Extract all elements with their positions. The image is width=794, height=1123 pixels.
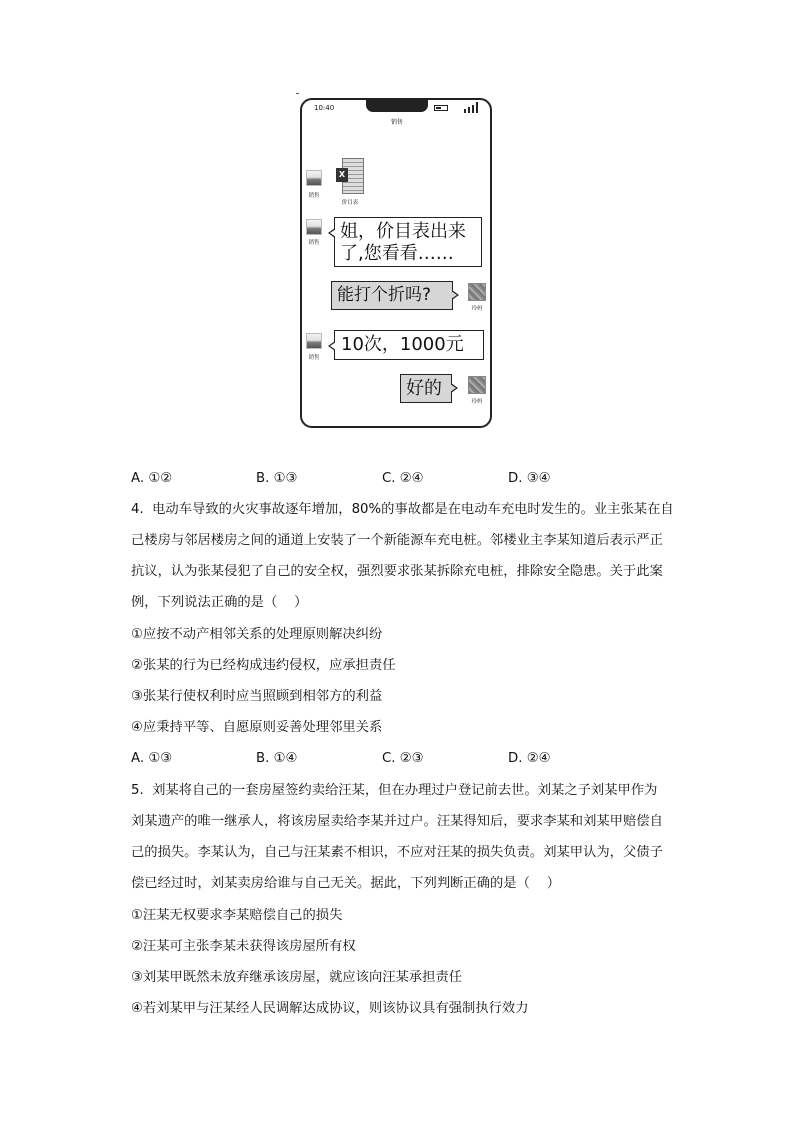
message-text: 姐，价目表出来 (340, 221, 466, 242)
question-4-item: ①应按不动产相邻关系的处理原则解决纠纷 (131, 627, 383, 642)
sales-avatar (306, 170, 322, 186)
message-bubble (334, 217, 482, 267)
sender-label: 玲妈 (471, 399, 483, 405)
customer-avatar (468, 376, 486, 394)
message-text: 好的 (406, 378, 442, 399)
question-4-text: 例，下列说法正确的是（ ） (131, 595, 308, 610)
question-5-item: ③刘某甲既然未放弃继承该房屋，就应该向汪某承担责任 (131, 970, 463, 985)
question-4-text: 抗议，认为张某侵犯了自己的安全权，强烈要求张某拆除充电桩，排除安全隐患。关于此案 (131, 564, 663, 579)
sales-label: 销售 (308, 193, 320, 199)
battery-icon (434, 105, 448, 111)
phone-time: 10:40 (314, 104, 335, 112)
question-4-item: ③张某行使权利时应当照顾到相邻方的利益 (131, 689, 383, 704)
question-4-text: 己楼房与邻居楼房之间的通道上安装了一个新能源车充电桩。邻楼业主李某知道后表示严正 (131, 533, 663, 548)
option-d: D. ③④ (508, 471, 551, 486)
message-text: 能打个折吗? (337, 285, 432, 305)
option-d: D. ②④ (508, 751, 551, 766)
question-5-item: ①汪某无权要求李某赔偿自己的损失 (131, 908, 343, 923)
question-5-item: ②汪某可主张李某未获得该房屋所有权 (131, 939, 356, 954)
question-5-text: 己的损失。李某认为，自己与汪某素不相识，不应对汪某的损失负责。刘某甲认为，父债子 (131, 845, 663, 860)
sales-avatar (306, 333, 322, 349)
question-5-text: 5. 刘某将自己的一套房屋签约卖给汪某，但在办理过户登记前去世。刘某之子刘某甲作为 (131, 783, 658, 798)
stray-mark (296, 93, 299, 94)
question-5-item: ④若刘某甲与汪某经人民调解达成协议，则该协议具有强制执行效力 (131, 1001, 529, 1016)
file-label: 价目表 (341, 200, 359, 206)
question-5-text: 偿已经过时，刘某卖房给谁与自己无关。据此，下列判断正确的是（ ） (131, 876, 561, 891)
option-a: A. ①② (131, 471, 173, 486)
chat-title: 销售 (390, 119, 403, 126)
sender-label: 销售 (308, 240, 320, 246)
sender-label: 销售 (308, 355, 320, 361)
question-4-text: 4. 电动车导致的火灾事故逐年增加，80%的事故都是在电动车充电时发生的。业主张某在自 (131, 502, 674, 517)
message-text: 10次，1000元 (341, 334, 464, 355)
option-a: A. ①③ (131, 751, 173, 766)
message-text: 了,您看看…… (340, 243, 454, 264)
option-b: B. ①③ (256, 471, 298, 486)
question-4-item: ④应秉持平等、自愿原则妥善处理邻里关系 (131, 720, 383, 735)
option-c: C. ②④ (382, 471, 424, 486)
sender-label: 玲妈 (471, 306, 483, 312)
excel-file-icon: X (336, 158, 364, 194)
sales-avatar (306, 219, 322, 235)
signal-icon (464, 102, 480, 113)
option-c: C. ②③ (382, 751, 424, 766)
phone-notch (366, 98, 428, 112)
message-bubble (400, 374, 452, 403)
message-bubble (334, 330, 484, 360)
customer-avatar (468, 283, 486, 301)
message-bubble (331, 281, 453, 310)
question-4-item: ②张某的行为已经构成违约侵权，应承担责任 (131, 658, 396, 673)
option-b: B. ①④ (256, 751, 298, 766)
question-5-text: 刘某遗产的唯一继承人，将该房屋卖给李某并过户。汪某得知后，要求李某和刘某甲赔偿自 (131, 814, 663, 829)
